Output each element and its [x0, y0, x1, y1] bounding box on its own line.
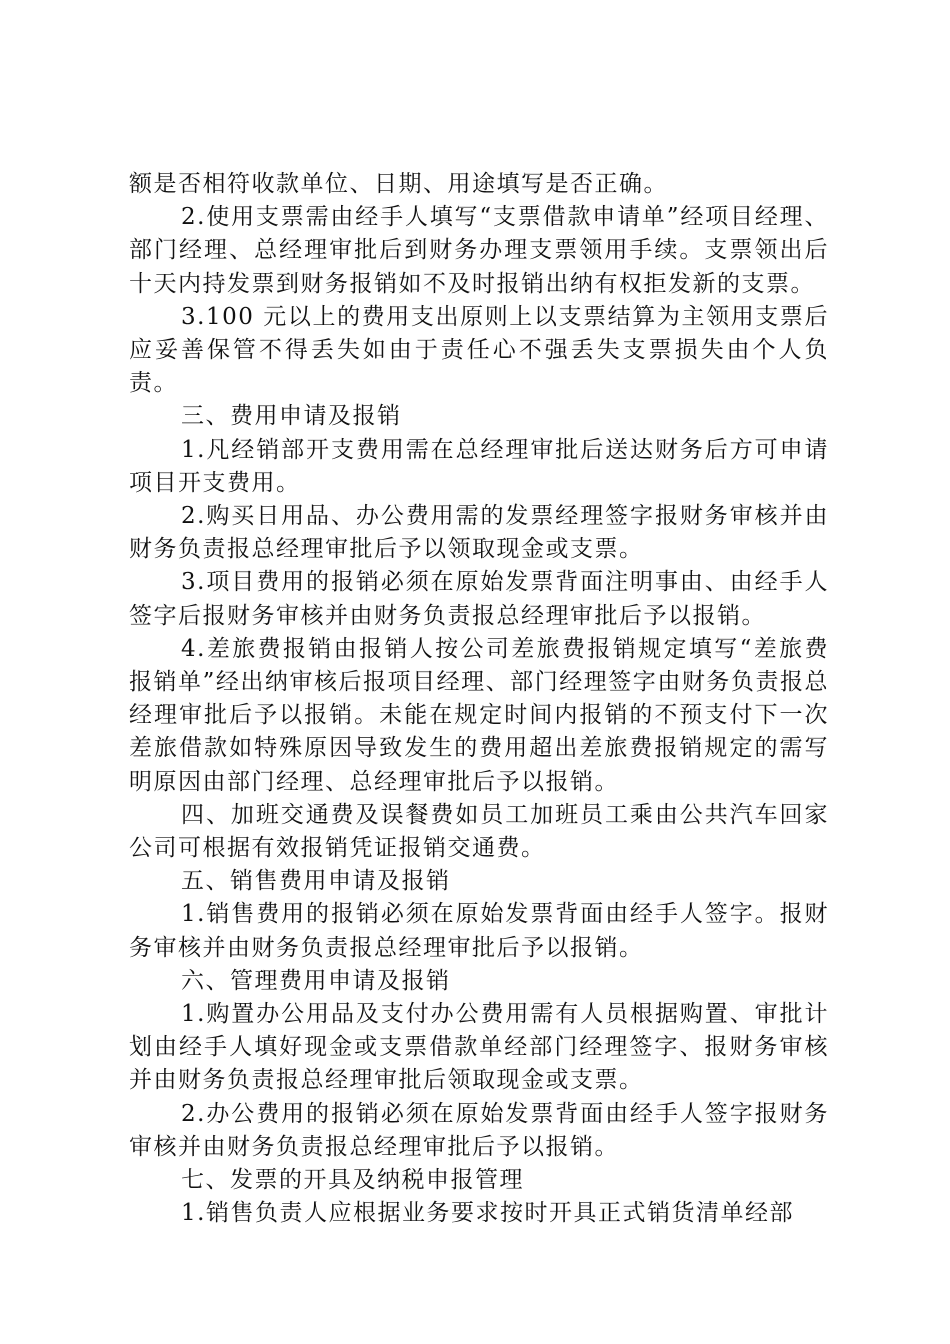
document-page	[129, 168, 829, 1231]
paragraph-sales-1: 1.销售费用的报销必须在原始发票背面由经手人签字。报财务审核并由财务负责报总经理审批后予以报销。	[129, 901, 829, 961]
section-heading-management-expense: 六、管理费用申请及报销	[181, 967, 451, 994]
paragraph-check-settlement: 3.100 元以上的费用支出原则上以支票结算为主领用支票后应妥善保管不得丢失如由于责任心不强丢失支票损失由个人负责。	[129, 303, 829, 397]
section-heading-expense-application: 三、费用申请及报销	[181, 403, 402, 430]
paragraph-invoice-1: 1.销售负责人应根据业务要求按时开具正式销货清单经部	[181, 1200, 794, 1227]
paragraph-expense-1: 1.凡经销部开支费用需在总经理审批后送达财务后方可申请项目开支费用。	[129, 436, 829, 496]
section-heading-sales-expense: 五、销售费用申请及报销	[181, 868, 451, 895]
section-heading-invoice-tax: 七、发票的开具及纳税申报管理	[181, 1167, 524, 1194]
paragraph-expense-4: 4.差旅费报销由报销人按公司差旅费报销规定填写“差旅费报销单”经出纳审核后报项目经理、部门经理签字由财务负责报总经理审批后予以报销。未能在规定时间内报销的不预支付下一次差旅借款如特殊原因导致发生的费用超出差旅费报销规定的需写明原因由部门经理、总经理审批后予以报销。	[129, 635, 829, 795]
paragraph-overtime-transport: 四、加班交通费及误餐费如员工加班员工乘由公共汽车回家公司可根据有效报销凭证报销交通费。	[129, 801, 829, 862]
paragraph-expense-3: 3.项目费用的报销必须在原始发票背面注明事由、由经手人签字后报财务审核并由财务负责报总经理审批后予以报销。	[129, 569, 829, 629]
paragraph-expense-2: 2.购买日用品、办公费用需的发票经理签字报财务审核并由财务负责报总经理审批后予以领取现金或支票。	[129, 503, 829, 563]
paragraph-management-2: 2.办公费用的报销必须在原始发票背面由经手人签字报财务审核并由财务负责报总经理审批后予以报销。	[129, 1100, 829, 1160]
paragraph-continuation: 额是否相符收款单位、日期、用途填写是否正确。	[129, 171, 668, 197]
paragraph-management-1: 1.购置办公用品及支付办公费用需有人员根据购置、审批计划由经手人填好现金或支票借款单经部门经理签字、报财务审核并由财务负责报总经理审批后领取现金或支票。	[129, 1001, 829, 1094]
paragraph-check-usage: 2.使用支票需由经手人填写“支票借款申请单”经项目经理、部门经理、总经理审批后到财务办理支票领用手续。支票领出后十天内持发票到财务报销如不及时报销出纳有权拒发新的支票。	[129, 204, 829, 297]
